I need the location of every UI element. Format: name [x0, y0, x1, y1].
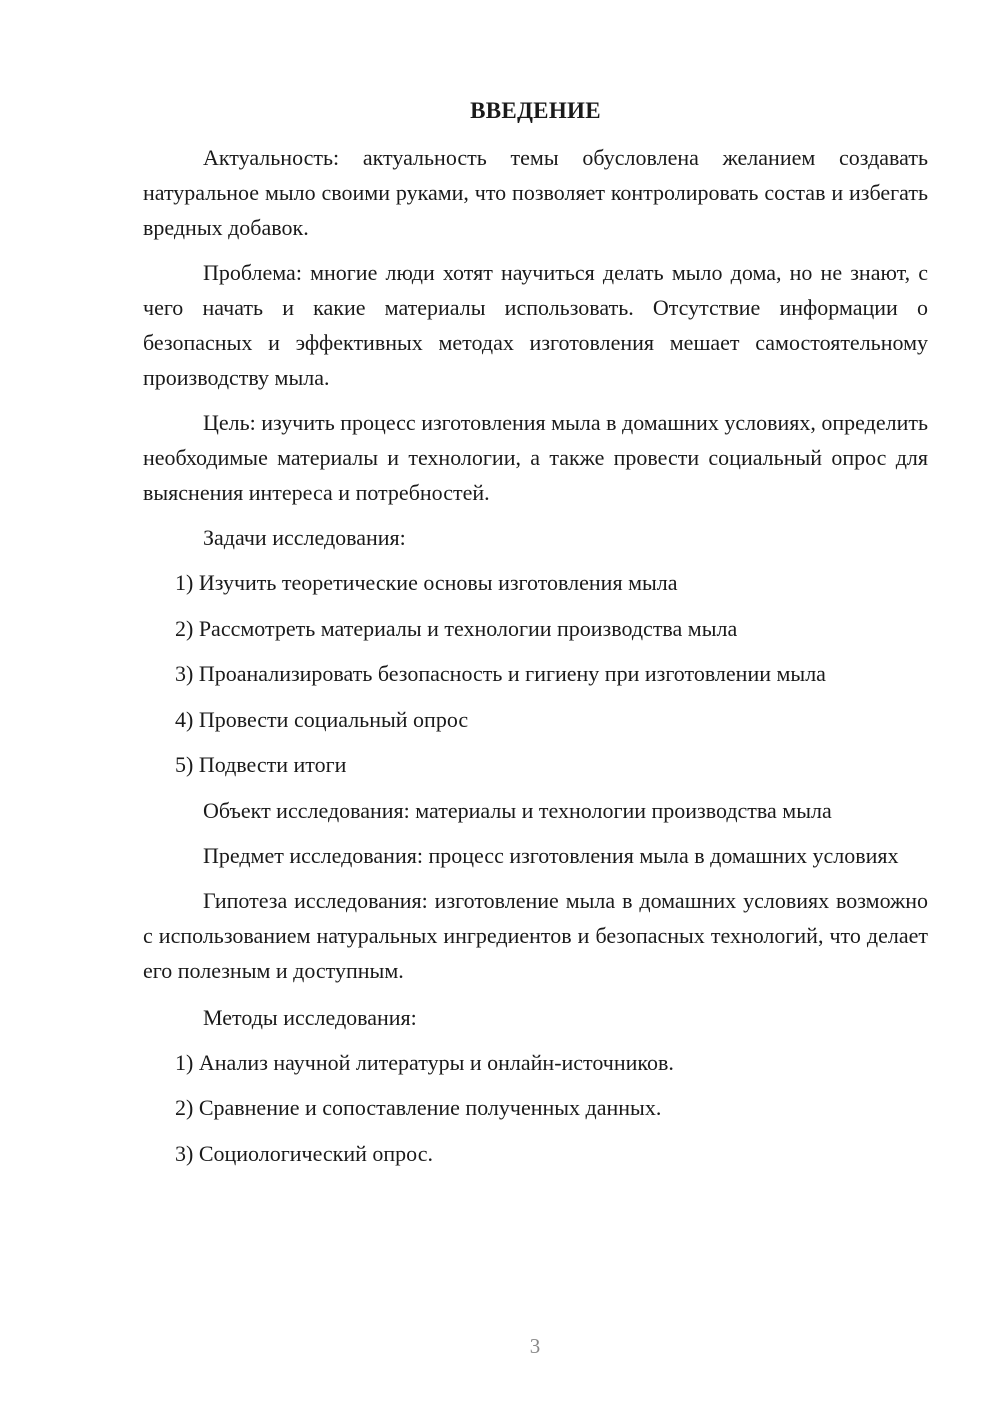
task-item: 4) Провести социальный опрос — [175, 706, 469, 732]
method-item: 3) Социологический опрос. — [175, 1140, 433, 1166]
task-item: 1) Изучить теоретические основы изготовления мыла — [175, 570, 678, 595]
object-paragraph: Объект исследования: материалы и технологии производства мыла — [203, 797, 832, 823]
relevance-paragraph: Актуальность: актуальность темы обусловлена желанием создавать натуральное мыло своими руками, что позволяет контролировать состав и избегать вредных добавок. — [143, 145, 928, 240]
task-item: 2) Рассмотреть материалы и технологии производства мыла — [175, 615, 738, 641]
problem-paragraph: Проблема: многие люди хотят научиться делать мыло дома, но не знают, с чего начать и какие материалы использовать. Отсутствие информации о безопасных и эффективных методах изготовления мешает самостоятельному производству мыла. — [143, 260, 928, 390]
page-content — [143, 96, 928, 1181]
method-item: 1) Анализ научной литературы и онлайн-источников. — [175, 1049, 674, 1075]
subject-paragraph: Предмет исследования: процесс изготовления мыла в домашних условиях — [203, 842, 899, 868]
methods-heading: Методы исследования: — [203, 1004, 417, 1030]
task-item: 5) Подвести итоги — [175, 752, 347, 777]
methods-list — [143, 1045, 928, 1171]
task-item: 3) Проанализировать безопасность и гигиену при изготовлении мыла — [175, 661, 826, 686]
page-number: 3 — [529, 1334, 541, 1358]
hypothesis-paragraph: Гипотеза исследования: изготовление мыла в домашних условиях возможно с использованием натуральных ингредиентов и безопасных технологий, что делает его полезным и доступным. — [143, 887, 928, 983]
page-title: ВВЕДЕНИЕ — [470, 98, 601, 123]
method-item: 2) Сравнение и сопоставление полученных данных. — [175, 1095, 662, 1120]
tasks-list — [143, 565, 928, 782]
tasks-heading: Задачи исследования: — [203, 525, 406, 550]
goal-paragraph: Цель: изучить процесс изготовления мыла в домашних условиях, определить необходимые материалы и технологии, а также провести социальный опрос для выяснения интереса и потребностей. — [143, 410, 928, 505]
